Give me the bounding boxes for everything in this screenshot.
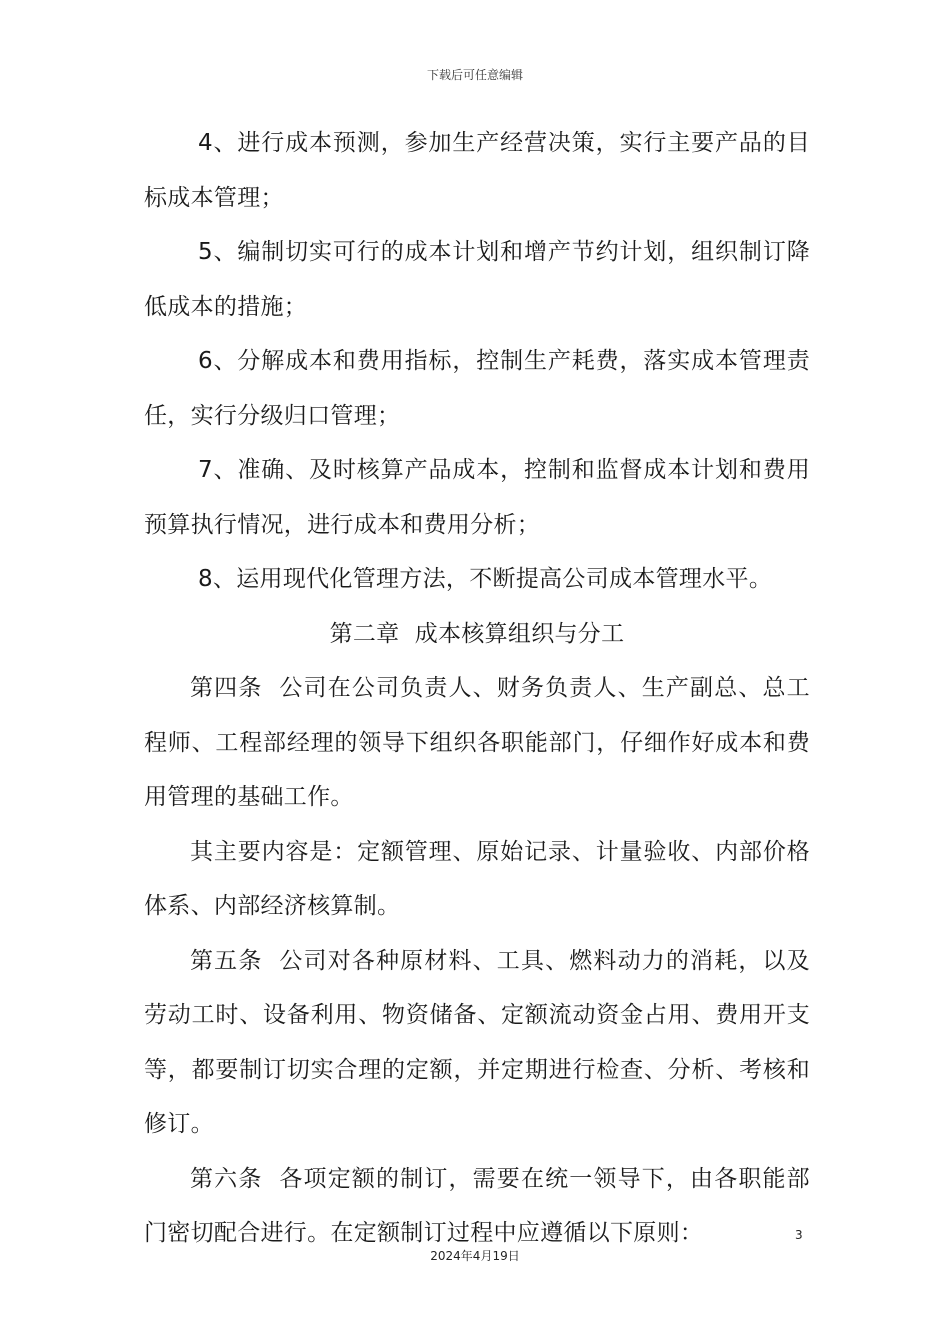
article-paragraph: 第六条 各项定额的制订，需要在统一领导下，由各职能部门密切配合进行。在定额制订过程中应遵循以下原则： — [144, 1165, 810, 1246]
article-paragraph: 第五条 公司对各种原材料、工具、燃料动力的消耗，以及劳动工时、设备利用、物资储备、定额流动资金占用、费用开支等，都要制订切实合理的定额，并定期进行检查、分析、考核和修订。 — [144, 947, 810, 1137]
header-note: 下载后可任意编辑 — [426, 68, 523, 82]
page-number: 3 — [795, 1228, 803, 1242]
list-item: 7、准确、及时核算产品成本，控制和监督成本计划和费用预算执行情况，进行成本和费用分析； — [144, 457, 810, 538]
list-item: 6、分解成本和费用指标，控制生产耗费，落实成本管理责任，实行分级归口管理； — [144, 348, 810, 429]
document-body — [144, 116, 810, 1261]
article-paragraph: 第四条 公司在公司负责人、财务负责人、生产副总、总工程师、工程部经理的领导下组织各职能部门，仔细作好成本和费用管理的基础工作。 — [144, 675, 810, 810]
list-item: 8、运用现代化管理方法，不断提高公司成本管理水平。 — [198, 566, 773, 592]
article-paragraph: 其主要内容是：定额管理、原始记录、计量验收、内部价格体系、内部经济核算制。 — [144, 838, 810, 919]
footer-date: 2024年4月19日 — [430, 1249, 520, 1263]
list-item: 5、编制切实可行的成本计划和增产节约计划，组织制订降低成本的措施； — [144, 239, 810, 320]
list-item: 4、进行成本预测，参加生产经营决策，实行主要产品的目标成本管理； — [144, 130, 810, 211]
chapter-title: 第二章 成本核算组织与分工 — [329, 620, 625, 647]
